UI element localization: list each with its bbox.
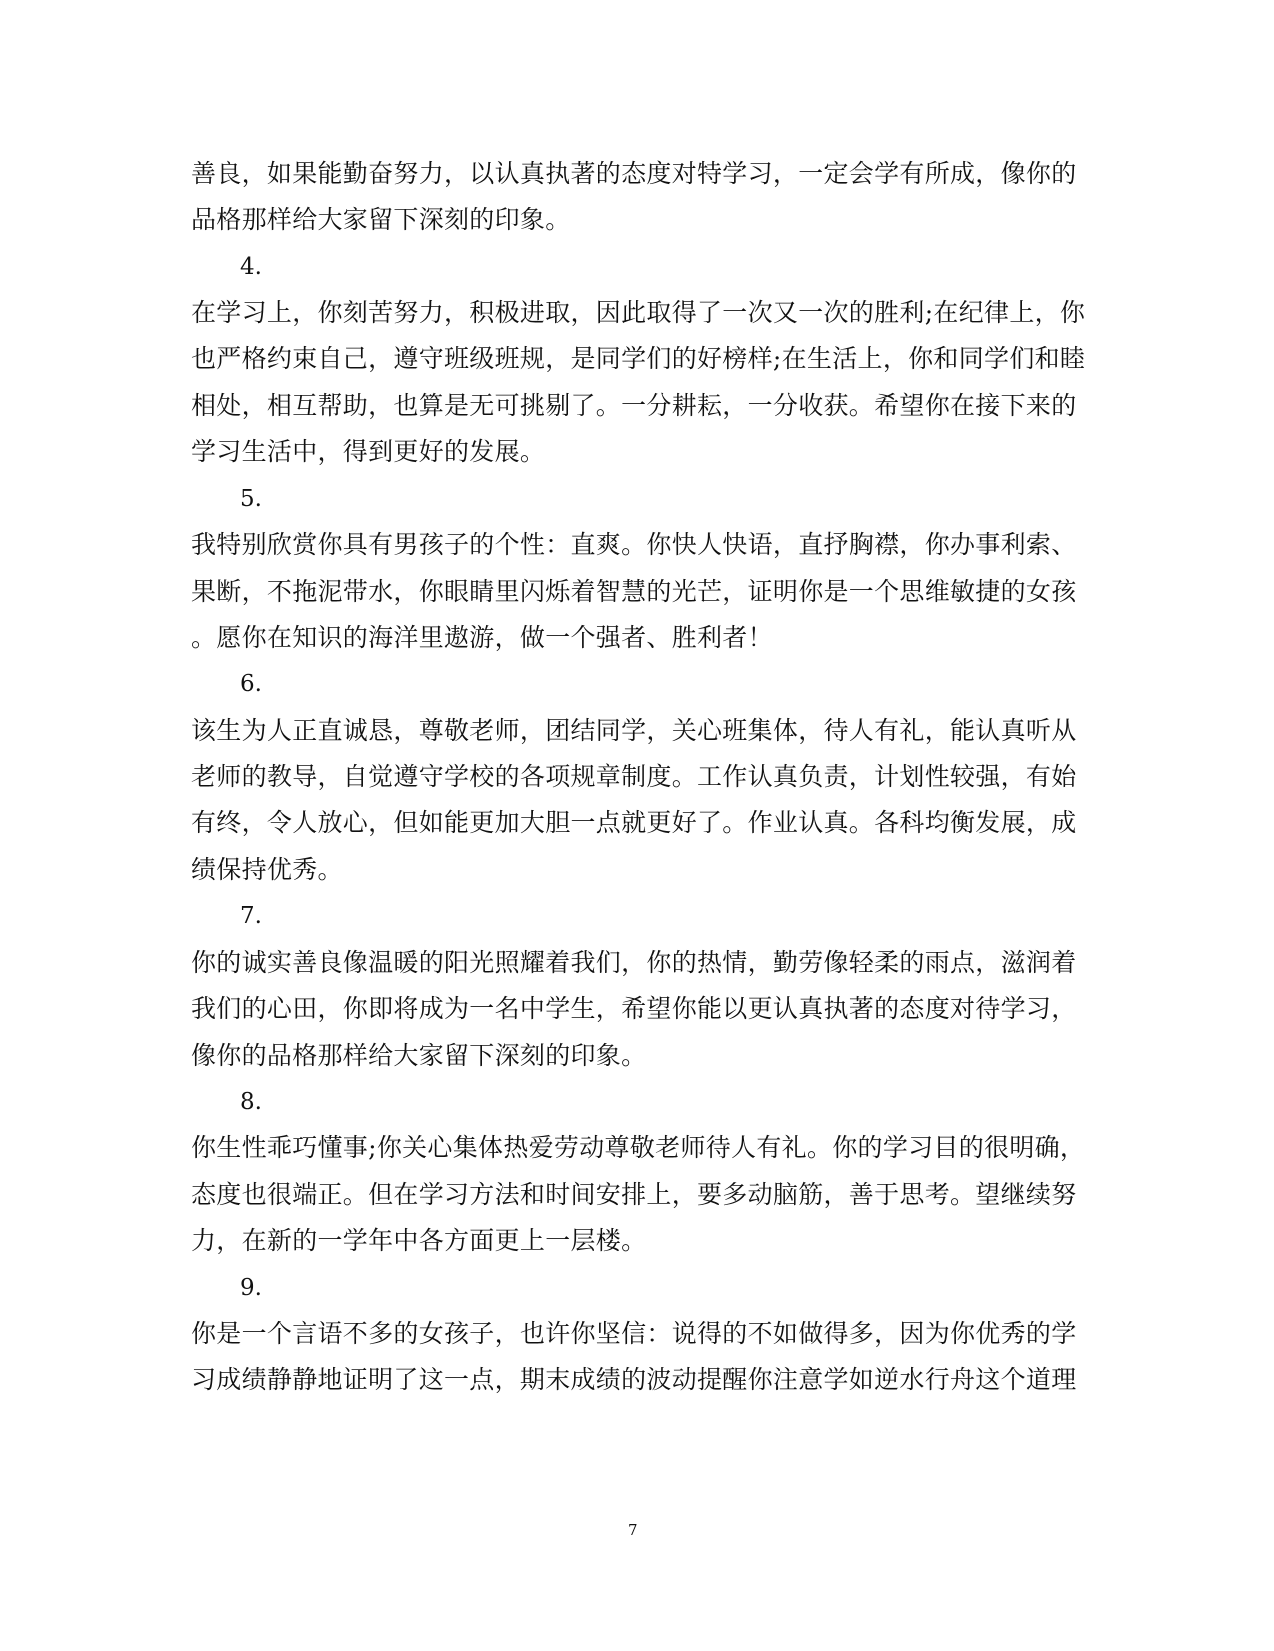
item-number: 5. [240,486,262,512]
text-line: 你的诚实善良像温暖的阳光照耀着我们，你的热情，勤劳像轻柔的雨点，滋润着 [191,948,1077,977]
page-number: 7 [628,1521,638,1539]
text-line: 态度也很端正。但在学习方法和时间安排上，要多动脑筋，善于思考。望继续努 [191,1180,1077,1209]
text-line: 力，在新的一学年中各方面更上一层楼。 [191,1226,647,1255]
text-line: 该生为人正直诚恳，尊敬老师，团结同学，关心班集体，待人有礼，能认真听从 [191,716,1077,745]
text-line: 你生性乖巧懂事;你关心集体热爱劳动尊敬老师待人有礼。你的学习目的很明确， [191,1133,1086,1162]
text-line: 绩保持优秀。 [191,855,343,884]
item-number: 4. [240,254,262,280]
text-line: 果断，不拖泥带水，你眼睛里闪烁着智慧的光芒，证明你是一个思维敏捷的女孩 [191,577,1077,606]
text-line: 我们的心田，你即将成为一名中学生，希望你能以更认真执著的态度对待学习， [191,994,1077,1023]
text-line: 老师的教导，自觉遵守学校的各项规章制度。工作认真负责，计划性较强，有始 [191,762,1077,791]
text-line: 像你的品格那样给大家留下深刻的印象。 [191,1041,647,1070]
text-line: 习成绩静静地证明了这一点，期末成绩的波动提醒你注意学如逆水行舟这个道理 [191,1365,1077,1394]
item-number: 6. [240,671,262,697]
text-line: 我特别欣赏你具有男孩子的个性：直爽。你快人快语，直抒胸襟，你办事利索、 [191,530,1077,559]
text-line: 在学习上，你刻苦努力，积极进取，因此取得了一次又一次的胜利;在纪律上，你 [191,298,1086,327]
text-line: 相处，相互帮助，也算是无可挑剔了。一分耕耘，一分收获。希望你在接下来的 [191,391,1077,420]
text-line: 。愿你在知识的海洋里遨游，做一个强者、胜利者！ [191,623,773,652]
item-number: 7. [240,903,262,929]
item-number: 9. [240,1275,262,1301]
text-line: 也严格约束自己，遵守班级班规，是同学们的好榜样;在生活上，你和同学们和睦 [191,344,1086,373]
text-line: 善良，如果能勤奋努力，以认真执著的态度对特学习，一定会学有所成，像你的 [191,159,1077,188]
text-line: 学习生活中，得到更好的发展。 [191,437,546,466]
item-number: 8. [240,1089,262,1115]
text-line: 你是一个言语不多的女孩子，也许你坚信：说得的不如做得多，因为你优秀的学 [191,1319,1077,1348]
text-line: 有终，令人放心，但如能更加大胆一点就更好了。作业认真。各科均衡发展，成 [191,808,1077,837]
text-line: 品格那样给大家留下深刻的印象。 [191,205,571,234]
